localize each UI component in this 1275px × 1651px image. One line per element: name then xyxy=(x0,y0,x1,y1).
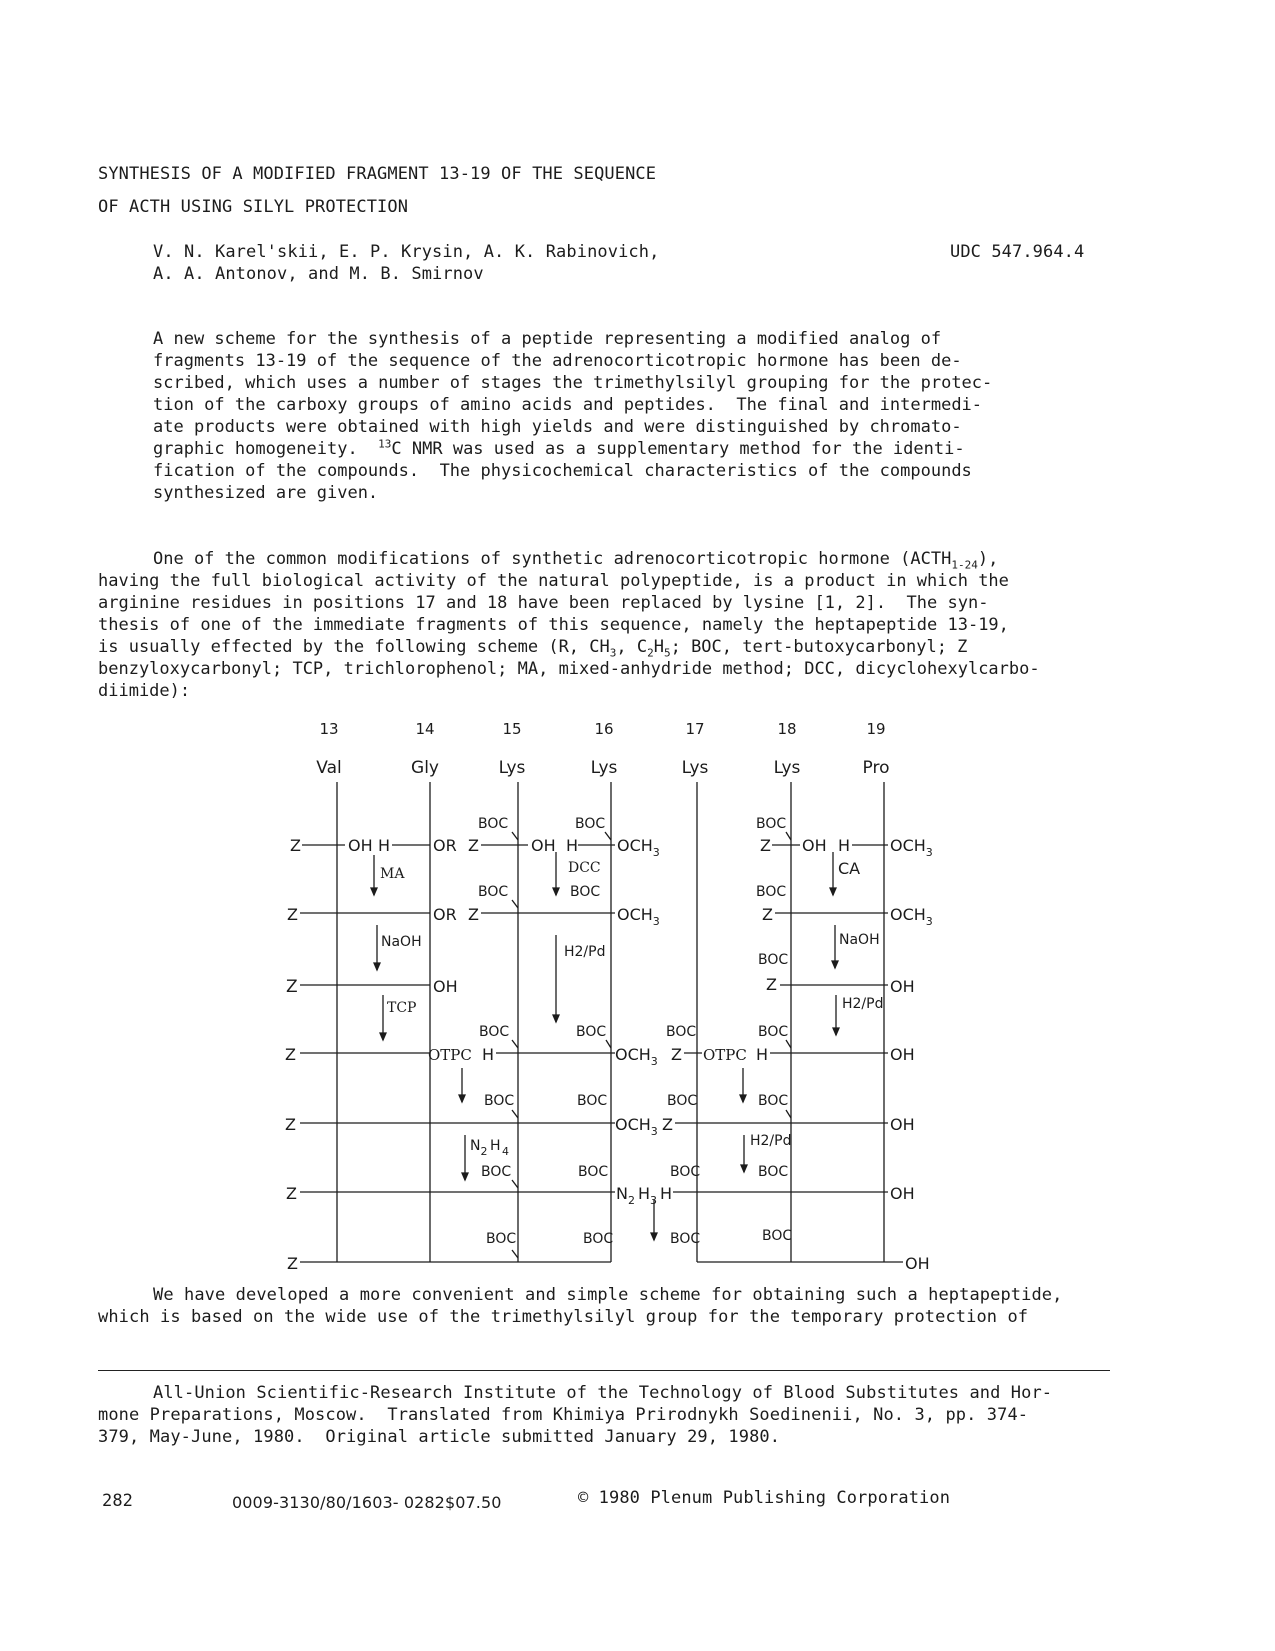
reagent-tcp: TCP xyxy=(387,1000,417,1016)
intro-line: diimide): xyxy=(98,681,191,701)
abstract-line: A new scheme for the synthesis of a peptide representing a modified analog of xyxy=(153,329,942,349)
residue-position: 13 xyxy=(319,720,339,738)
residue-name: Lys xyxy=(498,758,526,778)
oh-label: OH xyxy=(348,836,373,855)
oh-label: OH xyxy=(531,836,556,855)
boc-label: BOC xyxy=(575,816,606,832)
residue-position: 15 xyxy=(502,720,522,738)
z-label: Z xyxy=(285,1115,296,1134)
boc-bond xyxy=(786,1040,791,1048)
boc-label: BOC xyxy=(758,1164,789,1180)
boc-label: BOC xyxy=(758,1024,789,1040)
reagent-dcc: DCC xyxy=(568,860,601,876)
authors-line1: V. N. Karel'skii, E. P. Krysin, A. K. Rabinovich, xyxy=(153,242,660,262)
journal-code: 0009-3130/80/1603- 0282$07.50 xyxy=(232,1493,502,1512)
h-label: H xyxy=(660,1184,673,1203)
otpc-label: OTPC xyxy=(428,1046,472,1064)
boc-label: BOC xyxy=(486,1231,517,1247)
arrow-head xyxy=(462,1173,468,1180)
intro-text: One of the common modifications of synthetic adrenocorticotropic hormone (ACTH xyxy=(153,549,952,569)
intro-line: thesis of one of the immediate fragments of this sequence, namely the heptapeptide 13-19, xyxy=(98,615,1009,635)
abstract-line: fragments 13-19 of the sequence of the adrenocorticotropic hormone has been de- xyxy=(153,351,962,371)
n2h3-label: H xyxy=(638,1184,651,1203)
och3-label: $OCH_3$ xyxy=(890,905,933,928)
boc-label: BOC xyxy=(478,884,509,900)
residue-name: Lys xyxy=(590,758,618,778)
z-label: Z xyxy=(468,836,479,855)
intro-text: , C xyxy=(616,637,648,657)
udc-code: UDC 547.964.4 xyxy=(950,242,1085,262)
arrow-head xyxy=(459,1095,465,1102)
boc-label: BOC xyxy=(667,1093,698,1109)
or-label: OR xyxy=(433,905,457,924)
arrow-head xyxy=(553,1015,559,1022)
abstract-line: scribed, which uses a number of stages the trimethylsilyl grouping for the protec- xyxy=(153,373,993,393)
conclusion-line1: We have developed a more convenient and simple scheme for obtaining such a heptapeptide, xyxy=(153,1285,1063,1305)
abstract-text: graphic homogeneity. xyxy=(153,439,379,459)
z-label: Z xyxy=(285,1045,296,1064)
intro-text: ; BOC, tert-butoxycarbonyl; Z xyxy=(670,637,968,657)
n2h3-label: 3 xyxy=(650,1194,657,1207)
oh-label: OH xyxy=(905,1254,930,1273)
och3-label: $OCH_3$ xyxy=(617,836,660,859)
article-title-line2: OF ACTH USING SILYL PROTECTION xyxy=(98,197,409,217)
z-label: Z xyxy=(671,1045,682,1064)
residue-name: Lys xyxy=(773,758,801,778)
boc-bond xyxy=(786,1110,791,1118)
abstract-line: ate products were obtained with high yields and were distinguished by chromato- xyxy=(153,417,962,437)
boc-label: BOC xyxy=(762,1228,793,1244)
boc-label: BOC xyxy=(756,816,787,832)
intro-sub: 1-24 xyxy=(951,558,978,572)
intro-sub: 5 xyxy=(663,646,671,660)
copyright: © 1980 Plenum Publishing Corporation xyxy=(578,1488,951,1508)
boc-label: BOC xyxy=(670,1164,701,1180)
boc-label: BOC xyxy=(576,1024,607,1040)
arrow-head xyxy=(651,1233,657,1240)
z-label: Z xyxy=(766,975,777,994)
intro-text: ), xyxy=(977,549,999,569)
boc-label: BOC xyxy=(570,884,601,900)
intro-sub: 3 xyxy=(609,646,617,660)
boc-bond xyxy=(512,1250,518,1258)
och3-label: $OCH_3$ xyxy=(617,905,660,928)
arrow-head xyxy=(553,888,559,895)
abstract-line: fication of the compounds. The physicochemical characteristics of the compounds xyxy=(153,461,972,481)
boc-bond xyxy=(512,832,518,840)
och3-label: $OCH_3$ xyxy=(890,836,933,859)
boc-bond xyxy=(512,1110,518,1118)
or-label: OR xyxy=(433,836,457,855)
arrow-head xyxy=(833,1028,839,1035)
residue-name: Gly xyxy=(411,758,439,778)
oh-label: OH xyxy=(433,977,458,996)
footnote-divider xyxy=(98,1370,1110,1371)
footnote-line1: All-Union Scientific-Research Institute of the Technology of Blood Substitutes and Hor- xyxy=(153,1383,1053,1403)
boc-label: BOC xyxy=(577,1093,608,1109)
arrow-head xyxy=(371,888,377,895)
footnote-line2: mone Preparations, Moscow. Translated from Khimiya Prirodnykh Soedinenii, No. 3, pp. 374- xyxy=(98,1405,1029,1425)
boc-label: BOC xyxy=(484,1093,515,1109)
reagent-ca: CA xyxy=(838,859,861,878)
z-label: Z xyxy=(286,977,298,997)
arrow-head xyxy=(832,961,838,968)
boc-label: BOC xyxy=(583,1231,614,1247)
residue-name: Val xyxy=(316,758,342,778)
boc-label: BOC xyxy=(481,1164,512,1180)
residue-position: 17 xyxy=(685,720,705,738)
otpc-label: OTPC xyxy=(703,1046,747,1064)
boc-label: BOC xyxy=(578,1164,609,1180)
abstract-line: synthesized are given. xyxy=(153,483,379,503)
h-label: H xyxy=(838,836,851,855)
reagent-h2pd: H2/Pd xyxy=(842,996,884,1012)
z-label: Z xyxy=(468,905,479,924)
z-label: Z xyxy=(287,1254,298,1273)
page-number: 282 xyxy=(102,1491,134,1511)
residue-position: 19 xyxy=(866,720,886,738)
boc-label: BOC xyxy=(670,1231,701,1247)
intro-line: having the full biological activity of the natural polypeptide, is a product in which the xyxy=(98,571,1009,591)
h-label: H xyxy=(756,1045,769,1064)
oh-label: OH xyxy=(890,1115,915,1134)
boc-label: BOC xyxy=(758,1093,789,1109)
residue-name: Lys xyxy=(681,758,709,778)
oh-label: OH xyxy=(890,977,915,996)
boc-bond xyxy=(606,1040,611,1048)
z-label: Z xyxy=(662,1115,673,1134)
arrow-head xyxy=(380,1033,386,1040)
boc-bond xyxy=(605,832,611,840)
boc-bond xyxy=(786,832,791,840)
z-label: Z xyxy=(287,905,298,924)
oh-label: OH xyxy=(890,1184,915,1203)
h-label: H xyxy=(482,1045,495,1064)
h-label: H xyxy=(566,836,579,855)
boc-label: BOC xyxy=(479,1024,510,1040)
reagent-naoh: NaOH xyxy=(839,932,880,948)
residue-name: Pro xyxy=(862,758,890,778)
footnote-line3: 379, May-June, 1980. Original article submitted January 29, 1980. xyxy=(98,1427,781,1447)
boc-label: BOC xyxy=(666,1024,697,1040)
abstract-line: tion of the carboxy groups of amino acids and peptides. The final and intermedi- xyxy=(153,395,983,415)
boc-label: BOC xyxy=(758,952,789,968)
abstract-text: C NMR was used as a supplementary method for the identi- xyxy=(391,439,965,459)
arrow-head xyxy=(741,1165,747,1172)
nmr-superscript: 13 xyxy=(378,437,392,451)
oh-label: OH xyxy=(890,1045,915,1064)
intro-sub: 2 xyxy=(647,646,654,660)
och3-label: $OCH_3$ xyxy=(615,1115,658,1138)
residue-position: 16 xyxy=(594,720,614,738)
reagent-n2h4: 4 xyxy=(502,1145,509,1158)
boc-label: BOC xyxy=(478,816,509,832)
intro-line: arginine residues in positions 17 and 18 have been replaced by lysine [1, 2]. The syn- xyxy=(98,593,989,613)
z-label: Z xyxy=(290,836,301,855)
boc-bond xyxy=(512,900,518,908)
h-label: H xyxy=(378,836,391,855)
boc-bond xyxy=(512,1180,518,1188)
n2h3-label: $N_2$ xyxy=(616,1184,635,1207)
reagent-h2pd: H2/Pd xyxy=(750,1133,792,1149)
arrow-head xyxy=(740,1095,746,1102)
z-label: Z xyxy=(286,1184,297,1203)
reagent-naoh: NaOH xyxy=(381,934,422,950)
reagent-n2h4: $N_2$ xyxy=(470,1138,488,1158)
authors-line2: A. A. Antonov, and M. B. Smirnov xyxy=(153,264,484,284)
residue-position: 18 xyxy=(777,720,797,738)
article-title-line1: SYNTHESIS OF A MODIFIED FRAGMENT 13-19 OF THE SEQUENCE xyxy=(98,164,657,184)
reagent-h2pd: H2/Pd xyxy=(564,944,606,960)
z-label: Z xyxy=(760,836,771,855)
intro-line: benzyloxycarbonyl; TCP, trichlorophenol; MA, mixed-anhydride method; DCC, dicyclohexylcarbo- xyxy=(98,659,1040,679)
residue-position: 14 xyxy=(415,720,435,738)
intro-text: H xyxy=(653,637,664,657)
boc-label: BOC xyxy=(756,884,787,900)
boc-bond xyxy=(512,1040,518,1048)
reagent-n2h4: H xyxy=(490,1138,501,1154)
arrow-head xyxy=(374,963,380,970)
z-label: Z xyxy=(762,905,773,924)
conclusion-line2: which is based on the wide use of the trimethylsilyl group for the temporary protection of xyxy=(98,1307,1029,1327)
arrow-head xyxy=(830,888,836,895)
reagent-ma: MA xyxy=(380,866,405,882)
och3-label: $OCH_3$ xyxy=(615,1045,658,1068)
oh-label: OH xyxy=(802,836,827,855)
intro-text: is usually effected by the following scheme (R, CH xyxy=(98,637,610,657)
